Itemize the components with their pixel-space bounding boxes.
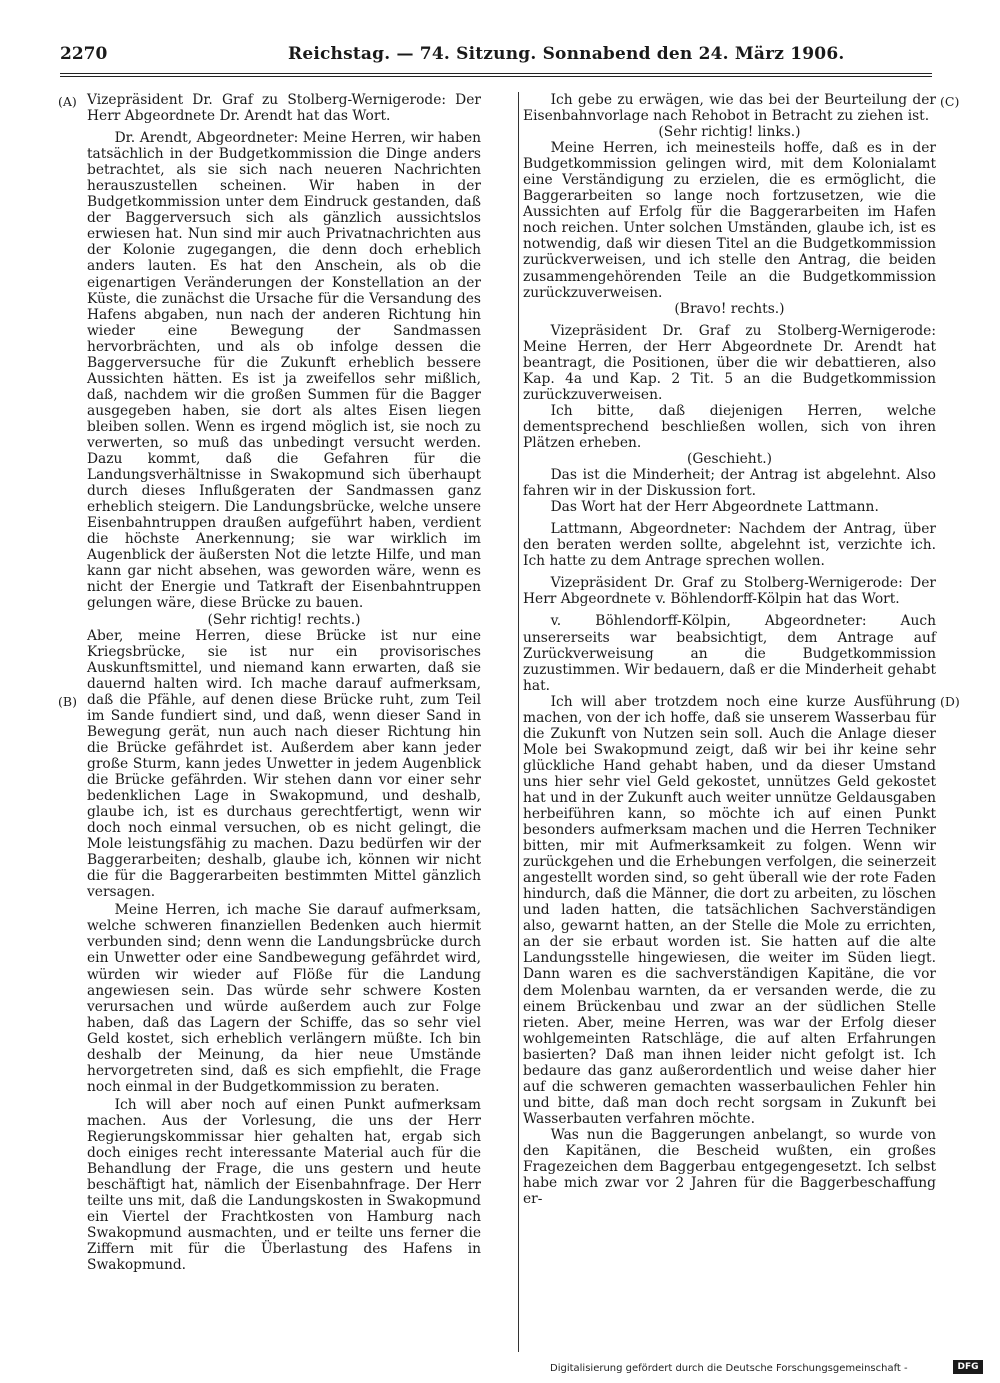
- right-paragraph: Das ist die Minderheit; der Antrag ist abgelehnt. Also fahren wir in der Diskussion fort.: [523, 467, 936, 500]
- margin-mark-a: (A): [58, 94, 77, 109]
- header-rule-second: [60, 76, 932, 77]
- right-paragraph: (Sehr richtig! links.): [658, 124, 801, 141]
- right-paragraph: Lattmann, Abgeordneter: Nachdem der Antrag, über den beraten werden sollte, abgelehnt ist, verzichte ich. Ich hatte zu dem Antrage sprechen wollen.: [523, 521, 936, 570]
- right-paragraph: Vizepräsident Dr. Graf zu Stolberg-Wernigerode: Meine Herren, der Herr Abgeordnete Dr. Arendt hat beantragt, die Positionen, über die wir debattieren, also Kap. 4a und Kap. 2 Tit. 5 an die Budgetkommission zurückzuverweisen.: [523, 322, 936, 403]
- funding-credit: Digitalisierung gefördert durch die Deutsche Forschungsgemeinschaft -: [550, 1363, 908, 1374]
- left-paragraph: (Sehr richtig! rechts.): [207, 611, 361, 628]
- right-paragraph: Das Wort hat der Herr Abgeordnete Lattmann.: [550, 499, 879, 516]
- right-paragraph: Ich will aber trotzdem noch eine kurze Ausführung machen, von der ich hoffe, daß sie unserem Wasserbau für die Zukunft von Nutzen sein soll. Auch die Anlage dieser Mole bei Swakopmund zeigt, daß wir bei ihr keine sehr glückliche Hand gehabt haben, und da dieser Umstand uns hier sehr viel Geld gekostet, unnützes Geld gekostet hat und in der Zukunft auch weiter unnütze Geldausgaben herbeiführen kann, so möchte ich auf einen Punkt besonders aufmerksam machen und die Herren Techniker bitten, mir mit Aufmerksamkeit zu folgen. Wenn wir zurückgehen und die Erhebungen verfolgen, die seinerzeit angestellt worden sind, so geht überall wie der rote Faden hindurch, daß die Männer, die dort zu arbeiten, zu löschen und laden hatten, die tatsächlichen Sachverständigen also, gewarnt hatten, an der Stelle die Mole zu errichten, an der sie erbaut worden ist. Sie hatten auf die alte Landungsstelle hingewiesen, die weiter im Süden liegt. Dann waren es die sachverständigen Kapitäne, die vor dem Molenbau warnten, da er versanden werde, die zu einem Brückenbau und zwar an der südlichen Stelle rieten. Aber, meine Herren, was war der Erfolg dieser wohlgemeinten Ratschläge, die auf alten Erfahrungen basierten? Daß man ihnen leider nicht gefolgt ist. Ich bedaure das ganz außerordentlich und weise daher hier auf die schweren gemachten wasserbaulichen Fehler hin und bitte, daß man doch recht sorgsam in Zukunft bei Wasserbauten verfahren möchte.: [523, 693, 936, 1127]
- left-paragraph: Meine Herren, ich mache Sie darauf aufmerksam, welche schweren finanziellen Bedenken auch hiermit verbunden sind; denn wenn die Landungsbrücke durch ein Unwetter oder eine Sandbewegung gefährdet wird, würden wir wieder auf Flöße für die Landung angewiesen sein. Das würde sehr schwere Kosten verursachen und würde außerdem auch zur Folge haben, daß das Lagern der Schiffe, das so sehr viel Geld kostet, sich erheblich verlängern müßte. Ich bin deshalb der Meinung, da hier neue Umstände hervorgetreten sind, daß es sich empfiehlt, die Frage noch einmal in der Budgetkommission zu beraten.: [87, 902, 481, 1095]
- page-header: [60, 44, 930, 70]
- right-paragraph: (Geschieht.): [686, 451, 773, 468]
- left-paragraph: Aber, meine Herren, diese Brücke ist nur eine Kriegsbrücke, sie ist nur ein provisorisches Auskunftsmittel, und niemand kann erwarten, daß sie dauernd halten wird. Ich mache darauf aufmerksam, daß die Pfähle, auf denen diese Brücke ruht, zum Teil im Sande fundiert sind, und daß, wenn dieser Sand in Bewegung gerät, nun auch nach dieser Richtung hin die Brücke gefährdet ist. Außerdem aber kann jeder große Sturm, kann jedes Unwetter in jedem Augenblick die Brücke gefährden. Wir stehen dann vor einer sehr bedenklichen Lage in Swakopmund, und deshalb, glaube ich, ist es durchaus gerechtfertigt, wenn wir doch noch einmal versuchen, ob es nicht gelingt, die Mole leistungsfähig zu machen. Dazu bedürfen wir der Baggerarbeiten; deshalb, glaube ich, können wir nicht die für die Baggerarbeiten bestimmten Mittel gänzlich versagen.: [87, 627, 481, 901]
- margin-mark-d: (D): [940, 694, 960, 709]
- right-paragraph: Ich bitte, daß diejenigen Herren, welche dementsprechend beschließen wollen, sich von ihren Plätzen erheben.: [523, 402, 936, 451]
- left-paragraph: Dr. Arendt, Abgeordneter: Meine Herren, wir haben tatsächlich in der Budgetkommission die Dinge anders betrachtet, als sie sich nach neueren Nachrichten herauszustellen scheinen. Wir haben in der Budgetkommission unter dem Eindruck gestanden, daß der Baggerversuch sich als gänzlich aussichtslos erwiesen hat. Nun sind mir auch Privatnachrichten aus der Kolonie zugegangen, die denn doch erheblich anders lauten. Es hat den Anschein, als ob die eigenartigen Veränderungen der Konstellation an der Küste, die zunächst die Ursache für die Versandung des Hafens abgaben, nun nach der anderen Richtung hin wieder eine Bewegung der Sandmassen hervorbrächten, und als ob infolge dessen die Baggerversuche für die Zukunft erheblich bessere Aussichten hätten. Es ist ja zweifellos sehr mißlich, daß, nachdem wir die großen Summen für die Bagger ausgegeben haben, sie dort als altes Eisen liegen bleiben sollen. Wenn es irgend möglich ist, sie noch zu verwerten, so muß das unbedingt versucht werden. Dazu kommt, daß die Gefahren für die Landungsverhältnisse in Swakopmund sich überhaupt durch dieses Influßgeraten der Sandmassen ganz erheblich steigern. Die Landungsbrücke, welche unsere Eisenbahntruppen draußen aufgeführt haben, verdient die höchste Anerkennung; sie war wirklich im Augenblick der äußersten Not die letzte Hilfe, und man kann gar nicht absehen, was geworden wäre, wenn es nicht der Energie und Tatkraft der Eisenbahntruppen gelungen wäre, diese Brücke zu bauen.: [87, 130, 481, 612]
- right-paragraph: Vizepräsident Dr. Graf zu Stolberg-Wernigerode: Der Herr Abgeordnete v. Böhlendorff-Kölpin hat das Wort.: [523, 575, 936, 608]
- right-paragraph: Ich gebe zu erwägen, wie das bei der Beurteilung der Eisenbahnvorlage nach Rehobot in Betracht zu ziehen ist.: [523, 92, 936, 125]
- right-paragraph: v. Böhlendorff-Kölpin, Abgeordneter: Auch unsererseits war beabsichtigt, dem Antrage auf Zurückverweisung an die Budgetkommission zuzustimmen. Wir bedauern, daß er die Minderheit gehabt hat.: [523, 613, 936, 694]
- running-title: Reichstag. — 74. Sitzung. Sonnabend den 24. März 1906.: [288, 44, 845, 64]
- dfg-logo: DFG: [953, 1360, 983, 1374]
- right-paragraph: Meine Herren, ich meinesteils hoffe, daß es in der Budgetkommission gelingen wird, mit dem Kolonialamt eine Verständigung zu erzielen, die es ermöglicht, die Baggerarbeiten so lange noch fortzusetzen, wie die Aussichten auf Erfolg für die Baggerarbeiten im Hafen noch reichen. Unter solchen Umständen, glaube ich, ist es notwendig, daß wir diesen Titel an die Budgetkommission zurückverweisen, und ich stelle den Antrag, die beiden zusammengehörenden Teile an die Budgetkommission zurückzuverweisen.: [523, 140, 936, 301]
- header-rule: [60, 73, 932, 74]
- page-number: 2270: [60, 44, 108, 64]
- column-divider: [518, 92, 519, 1352]
- right-column: [523, 92, 936, 1207]
- left-paragraph: Ich will aber noch auf einen Punkt aufmerksam machen. Aus der Vorlesung, die uns der Herr Regierungskommissar hier gehalten hat, ergab sich doch einiges recht interessante Material auch für die Behandlung der Frage, die uns gestern und heute beschäftigt hat, nämlich der Eisenbahnfrage. Der Herr teilte uns mit, daß die Landungskosten in Swakopmund ein Viertel der Frachtkosten von Hamburg nach Swakopmund ausmachten, und er teilte uns ferner die Ziffern mit für die Überlastung des Hafens in Swakopmund.: [87, 1096, 481, 1274]
- margin-mark-b: (B): [58, 694, 77, 709]
- right-paragraph: (Bravo! rechts.): [674, 300, 785, 317]
- margin-mark-c: (C): [940, 94, 960, 109]
- right-paragraph: Was nun die Baggerungen anbelangt, so wurde von den Kapitänen, die Bescheid wußten, ein großes Fragezeichen dem Baggerbau entgegengesetzt. Ich selbst habe mich zwar vor 2 Jahren für die Baggerbeschaffung er-: [523, 1126, 936, 1208]
- left-column: [87, 92, 481, 1273]
- left-paragraph: Vizepräsident Dr. Graf zu Stolberg-Wernigerode: Der Herr Abgeordnete Dr. Arendt hat das Wort.: [87, 92, 481, 125]
